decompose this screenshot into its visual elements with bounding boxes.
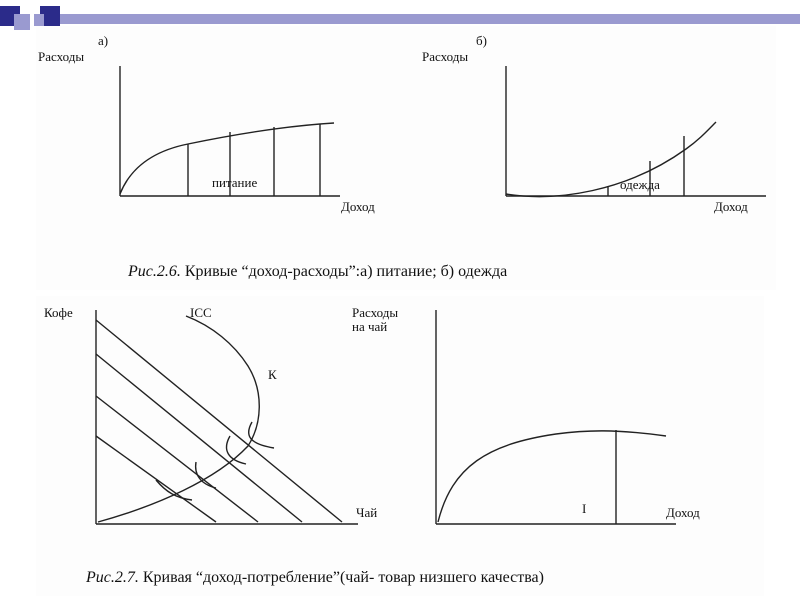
caption-text: Кривые “доход-расходы”:а) питание; б) одежда: [184, 263, 508, 280]
figure-2-7: [36, 296, 764, 596]
decor-square-light: [34, 14, 44, 26]
left-x-axis-label: Чай: [356, 505, 378, 520]
caption-number: Рис.2.6.: [128, 263, 181, 280]
right-y-axis-label-line2: на чай: [352, 319, 388, 334]
figure-2-6-plot: [36, 26, 776, 290]
figure-2-6: [36, 26, 776, 290]
panel-b-y-axis-label: Расходы: [422, 49, 469, 64]
budget-line: [96, 436, 216, 522]
figure-2-7-caption: [86, 570, 544, 586]
panel-b-x-axis-label: Доход: [714, 199, 748, 214]
engel-curve: [438, 431, 666, 522]
right-y-axis-label-line1: Расходы: [352, 305, 399, 320]
decor-square-light: [14, 14, 30, 30]
panel-a-y-axis-label: Расходы: [38, 49, 85, 64]
point-k-label: К: [268, 367, 277, 382]
panel-b-curve-label: одежда: [620, 177, 660, 192]
caption-number: Рис.2.7.: [86, 569, 139, 586]
indifference-arc: [249, 422, 274, 448]
left-y-axis-label: Кофе: [44, 305, 73, 320]
icc-curve: [98, 316, 259, 522]
panel-b-marker: б): [476, 33, 487, 48]
panel-a-marker: а): [98, 33, 109, 48]
icc-label: ICC: [190, 305, 212, 320]
figure-2-6-caption: [128, 264, 507, 280]
decor-bar: [60, 14, 800, 24]
right-x-axis-label: Доход: [666, 505, 700, 520]
panel-a-curve-label: питание: [212, 175, 258, 190]
figure-2-7-plot: [36, 296, 764, 596]
caption-text: Кривая “доход-потребление”(чай- товар низшего качества): [142, 569, 544, 586]
point-i-label: I: [582, 501, 587, 516]
panel-a-x-axis-label: Доход: [341, 199, 375, 214]
